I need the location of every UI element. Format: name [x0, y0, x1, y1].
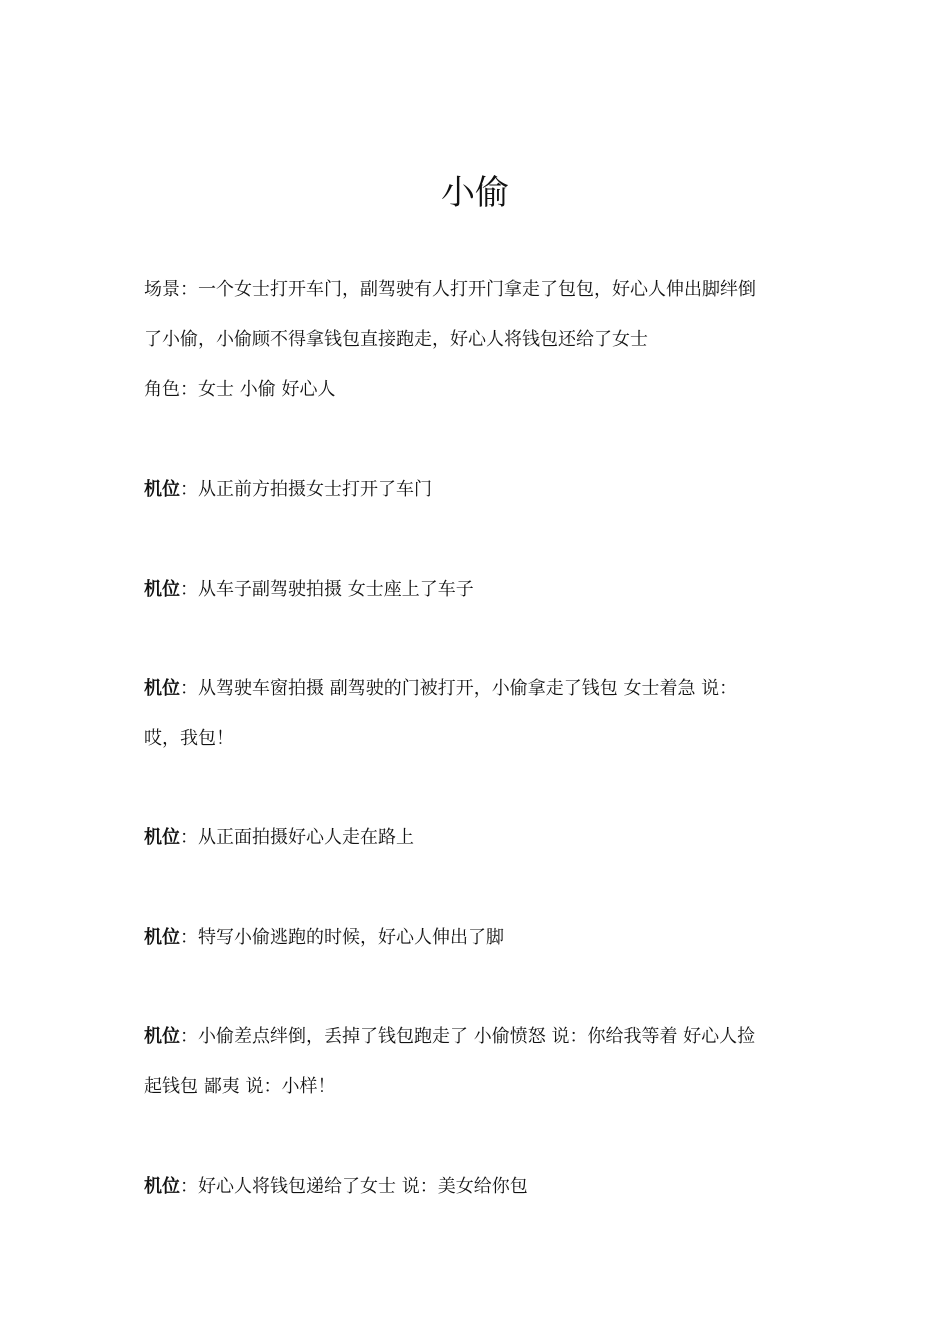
shot-text: ：从驾驶车窗拍摄 副驾驶的门被打开，小偷拿走了钱包 女士着急 说： [180, 678, 738, 699]
scene-description-line-2: 了小偷，小偷顾不得拿钱包直接跑走，好心人将钱包还给了女士 [144, 329, 648, 350]
shot-4 [144, 825, 824, 851]
shot-text: ：从正面拍摄好心人走在路上 [180, 827, 414, 848]
document-title: 小偷 [441, 173, 509, 213]
shot-6-continued: 起钱包 鄙夷 说：小样！ [144, 1076, 336, 1097]
roles-line: 角色：女士 小偷 好心人 [144, 379, 336, 400]
shot-label: 机位 [144, 479, 180, 500]
shot-3 [144, 676, 824, 702]
shot-text: ：从车子副驾驶拍摄 女士座上了车子 [180, 579, 474, 600]
shot-7 [144, 1174, 824, 1200]
shot-label: 机位 [144, 579, 180, 600]
shot-label: 机位 [144, 827, 180, 848]
shot-label: 机位 [144, 927, 180, 948]
shot-label: 机位 [144, 1026, 180, 1047]
shot-2 [144, 577, 824, 603]
scene-description-line-1: 场景：一个女士打开车门，副驾驶有人打开门拿走了包包，好心人伸出脚绊倒 [144, 279, 756, 300]
shot-label: 机位 [144, 678, 180, 699]
shot-text: ：从正前方拍摄女士打开了车门 [180, 479, 432, 500]
shot-6 [144, 1024, 824, 1050]
shot-text: ：小偷差点绊倒，丢掉了钱包跑走了 小偷愤怒 说：你给我等着 好心人捡 [180, 1026, 756, 1047]
shot-label: 机位 [144, 1176, 180, 1197]
shot-text: ：特写小偷逃跑的时候，好心人伸出了脚 [180, 927, 504, 948]
shot-1 [144, 477, 824, 503]
shot-5 [144, 925, 824, 951]
shot-3-continued: 哎，我包！ [144, 728, 234, 749]
shot-text: ：好心人将钱包递给了女士 说：美女给你包 [180, 1176, 528, 1197]
